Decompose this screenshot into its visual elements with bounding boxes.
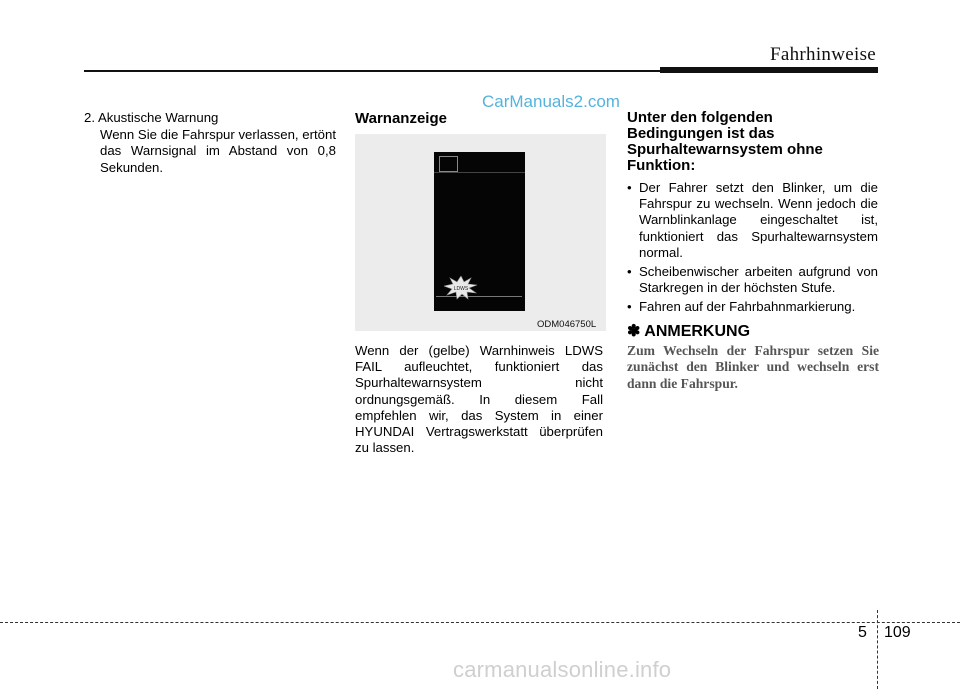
- list-item-number: 2.: [84, 110, 95, 125]
- footer-divider: [877, 610, 878, 689]
- list-item: [627, 180, 878, 261]
- column-1: [84, 110, 336, 176]
- display-icon: [439, 156, 458, 172]
- bullet-marker: •: [627, 299, 632, 315]
- chapter-number: 5: [858, 624, 867, 641]
- display-divider: [434, 172, 525, 173]
- figure-code: ODM046750L: [537, 319, 597, 330]
- page-number: 109: [884, 624, 911, 641]
- list-item-text: Scheibenwischer arbeiten aufgrund von Starkregen in der höchsten Stufe.: [639, 264, 878, 296]
- header-rule-accent: [660, 67, 878, 73]
- watermark-top: CarManuals2.com: [482, 92, 620, 111]
- note-text: Zum Wechseln der Fahrspur setzen Sie zunächst den Blinker und wechseln erst dann die Fahrspur.: [627, 343, 879, 391]
- list-item-heading: [84, 110, 336, 127]
- list-item-title: Akustische Warnung: [97, 110, 219, 125]
- footer-rule: [0, 622, 960, 623]
- header-rule: [84, 70, 660, 72]
- warning-display-text: Wenn der (gelbe) Warnhinweis LDWS FAIL aufleuchtet, funktioniert das Spurhaltewarnsystem nicht ordnungsgemäß. In diesem Fall empfehlen wir, das System in einer HYUNDAI Vertragswerkstatt überprüfen zu lassen.: [355, 343, 603, 456]
- bullet-marker: •: [627, 180, 632, 195]
- conditions-heading: Unter den folgenden Bedingungen ist das Spurhaltewarnsystem ohne Funktion:: [627, 109, 823, 174]
- watermark-bottom: carmanualsonline.info: [453, 657, 672, 682]
- list-item-text: Fahren auf der Fahrbahnmarkierung.: [639, 299, 856, 315]
- section-title: Fahrhinweise: [770, 44, 876, 65]
- warning-display-heading: Warnanzeige: [355, 110, 447, 127]
- list-item: [627, 264, 878, 296]
- note-heading: ✽ ANMERKUNG: [627, 323, 751, 340]
- ldws-warning-burst-icon: [444, 276, 478, 300]
- list-item-text: Der Fahrer setzt den Blinker, um die Fahrspur zu wechseln. Wenn jedoch die Warnblinkanlage eingeschaltet ist, funktioniert das Spurhaltewarnsystem normal.: [639, 180, 878, 260]
- ldws-warning-label: LDWS: [453, 286, 469, 292]
- list-item: [627, 299, 878, 315]
- conditions-list: [627, 180, 878, 319]
- list-item-text: Wenn Sie die Fahrspur verlassen, ertönt das Warnsignal im Abstand von 0,8 Sekunden.: [100, 126, 336, 175]
- bullet-marker: •: [627, 264, 632, 280]
